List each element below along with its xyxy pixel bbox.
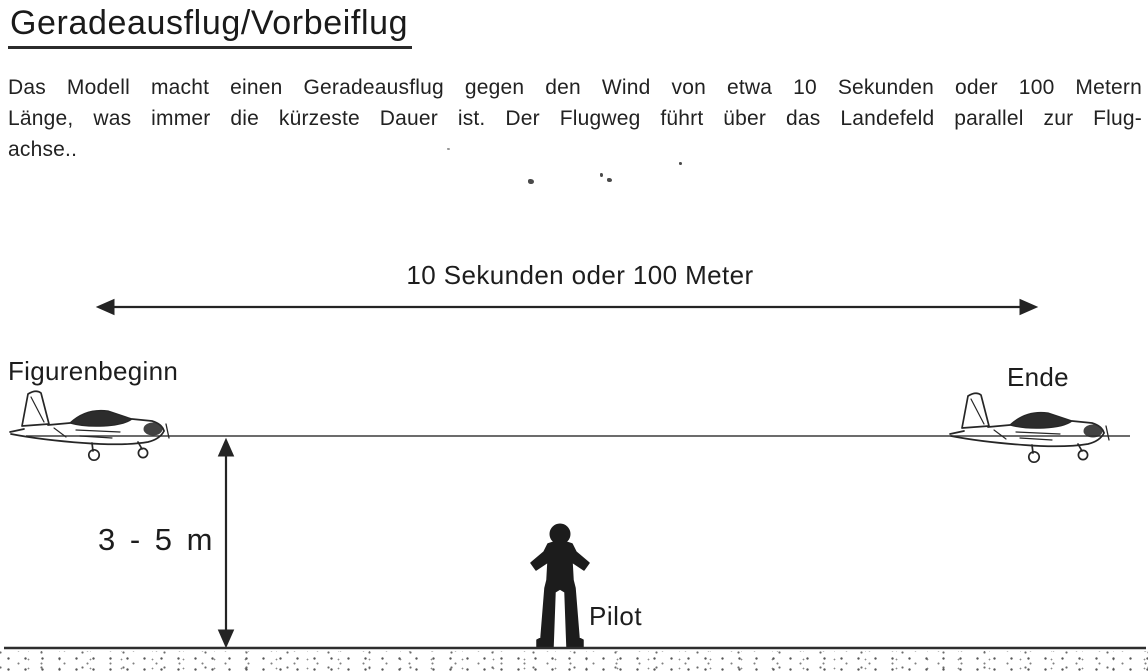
page-title: Geradeausflug/Vorbeiflug (8, 4, 412, 49)
airplane-end-icon (950, 393, 1109, 462)
height-label: 3 - 5 m (98, 522, 216, 557)
distance-arrow (97, 300, 1037, 315)
figure-end-label: Ende (1007, 362, 1069, 392)
airplane-start-icon (10, 391, 169, 460)
distance-label: 10 Sekunden oder 100 Meter (406, 260, 754, 290)
pilot-figure-icon (531, 524, 589, 647)
ground-texture (0, 651, 1148, 671)
figure-start-label: Figurenbeginn (8, 356, 179, 386)
paragraph-line: Das Modell macht einen Geradeausflug gegen den Wind von etwa 10 Sekunden oder 100 Metern (8, 76, 1142, 99)
pilot-label: Pilot (589, 601, 643, 631)
height-arrow (219, 439, 234, 647)
paragraph-line: achse.. (8, 138, 78, 161)
paragraph-line: Länge, was immer die kürzeste Dauer ist. Der Flugweg führt über das Landefeld parallel zur Flug- (8, 107, 1142, 130)
